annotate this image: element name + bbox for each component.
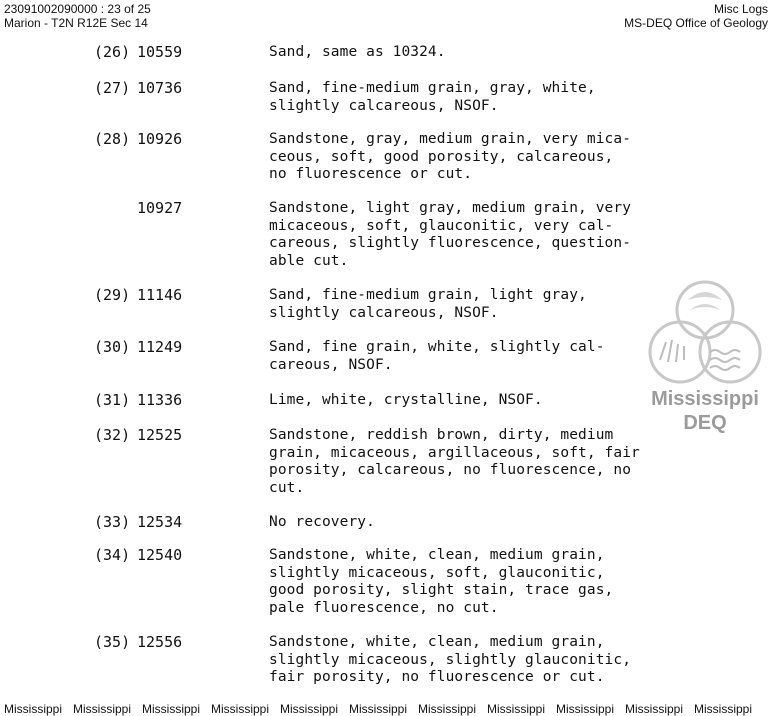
deq-logo-icon (640, 270, 770, 390)
description-line: Sandstone, white, clean, medium grain, (269, 634, 605, 650)
footer-word: Mississippi (349, 702, 408, 716)
sample-number: (27) (94, 79, 131, 97)
description-line: able cut. (269, 252, 349, 269)
footer-word: Mississippi (418, 702, 477, 716)
sample-number: (26) (94, 43, 131, 61)
sample-description (269, 427, 649, 497)
description-line: no fluorescence or cut. (269, 166, 473, 182)
sample-description (269, 634, 649, 687)
description-line: micaceous, soft, glauconitic, very cal- (269, 217, 614, 234)
log-type-label: Misc Logs (713, 2, 768, 16)
description-line: Sand, fine-medium grain, gray, white, (269, 80, 596, 96)
sample-description (269, 44, 649, 62)
sample-description (269, 514, 649, 532)
description-line: cut. (269, 479, 305, 496)
document-id-page: 23091002090000 : 23 of 25 (4, 2, 151, 16)
footer-word: Mississippi (625, 702, 684, 716)
description-line: No recovery. (269, 514, 375, 530)
description-line: slightly calcareous, NSOF. (269, 304, 499, 321)
description-line: Sandstone, gray, medium grain, very mica- (269, 131, 632, 147)
sample-number: (34) (94, 546, 131, 564)
description-line: careous, NSOF. (269, 356, 393, 373)
sample-description (269, 80, 649, 115)
watermark-subtitle: DEQ (683, 412, 727, 434)
description-line: Sand, fine grain, white, slightly cal- (269, 339, 605, 355)
sample-description (269, 392, 649, 410)
sample-number: (28) (94, 130, 131, 148)
location-label: Marion - T2N R12E Sec 14 (4, 16, 148, 30)
mississippi-deq-watermark (640, 270, 770, 440)
description-line: Sandstone, reddish brown, dirty, medium (269, 427, 614, 443)
description-line: Lime, white, crystalline, NSOF. (269, 392, 543, 408)
sample-depth: 10559 (137, 43, 183, 61)
sample-description (269, 547, 649, 617)
footer-word: Mississippi (556, 702, 615, 716)
sample-depth: 12534 (137, 513, 183, 531)
sample-depth: 12525 (137, 426, 183, 444)
sample-depth: 11146 (137, 286, 183, 304)
sample-depth: 10736 (137, 79, 183, 97)
sample-description (269, 339, 649, 374)
sample-depth: 11249 (137, 338, 183, 356)
description-line: slightly calcareous, NSOF. (269, 97, 499, 114)
description-line: slightly micaceous, soft, glauconitic, (269, 564, 605, 581)
footer-word: Mississippi (694, 702, 753, 716)
description-line: porosity, calcareous, no fluorescence, no (269, 462, 632, 478)
sample-number: (35) (94, 633, 131, 651)
sample-number: (30) (94, 338, 131, 356)
description-line: careous, slightly fluorescence, question- (269, 235, 632, 251)
footer-word: Mississippi (487, 702, 546, 716)
description-line: fair porosity, no fluorescence or cut. (269, 669, 605, 685)
footer-watermark-strip (0, 700, 772, 715)
office-label: MS-DEQ Office of Geology (624, 16, 768, 30)
sample-depth: 10926 (137, 130, 183, 148)
sample-depth: 11336 (137, 391, 183, 409)
sample-depth: 12556 (137, 633, 183, 651)
description-line: Sand, same as 10324. (269, 44, 446, 60)
sample-number: (32) (94, 426, 131, 444)
description-line: Sand, fine-medium grain, light gray, (269, 287, 587, 303)
watermark-title: Mississippi (651, 388, 759, 410)
footer-word: Mississippi (142, 702, 201, 716)
footer-word: Mississippi (73, 702, 132, 716)
sample-depth: 12540 (137, 546, 183, 564)
footer-word: Mississippi (211, 702, 270, 716)
description-line: ceous, soft, good porosity, calcareous, (269, 148, 614, 165)
description-line: grain, micaceous, argillaceous, soft, fair (269, 444, 640, 461)
sample-number: (33) (94, 513, 131, 531)
footer-word: Mississippi (4, 702, 63, 716)
sample-description (269, 287, 649, 322)
footer-word: Mississippi (280, 702, 339, 716)
sample-number: (31) (94, 391, 131, 409)
sample-description (269, 200, 649, 270)
sample-number: (29) (94, 286, 131, 304)
description-line: pale fluorescence, no cut. (269, 599, 499, 616)
description-line: slightly micaceous, slightly glauconitic, (269, 651, 632, 668)
description-line: Sandstone, light gray, medium grain, very (269, 200, 632, 216)
description-line: good porosity, slight stain, trace gas, (269, 582, 614, 598)
description-line: Sandstone, white, clean, medium grain, (269, 547, 605, 563)
sample-depth: 10927 (137, 199, 183, 217)
sample-description (269, 131, 649, 184)
